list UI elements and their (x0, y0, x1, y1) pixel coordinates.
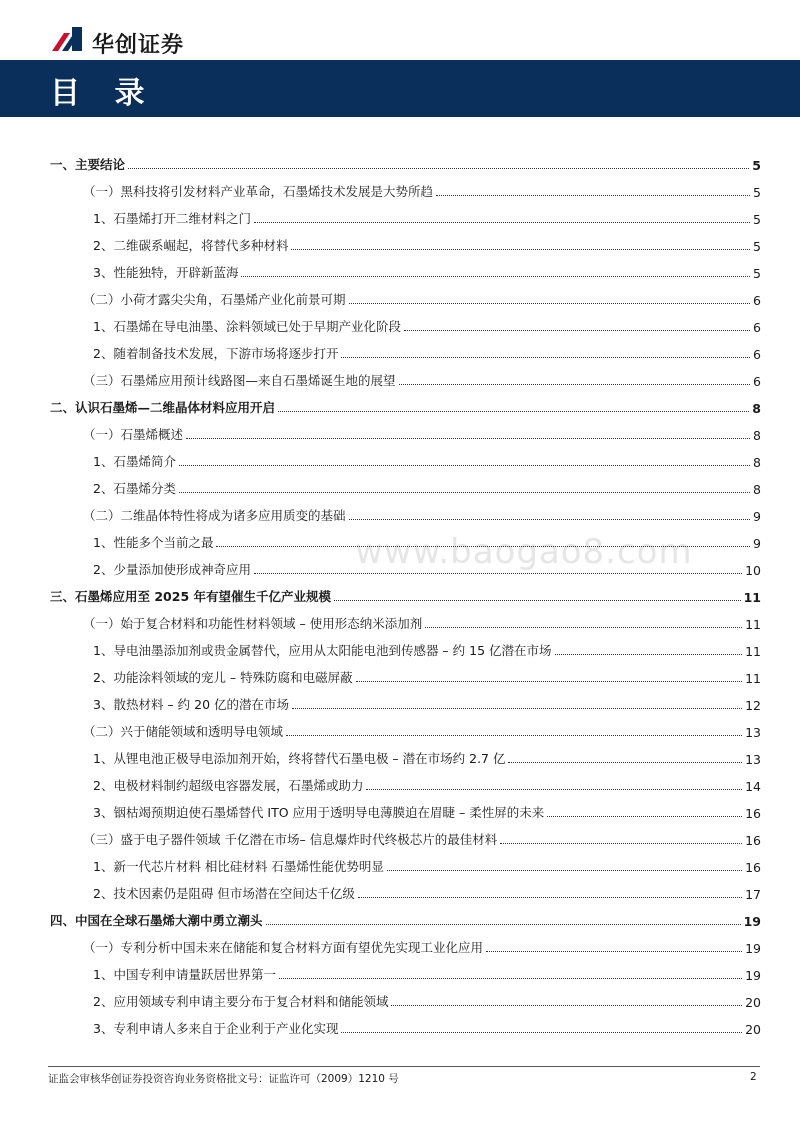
toc-entry-page: 11 (743, 590, 761, 605)
toc-leader-dots (334, 600, 741, 601)
toc-entry-page: 11 (745, 671, 761, 686)
toc-entry[interactable] (50, 524, 761, 551)
toc-leader-dots (349, 519, 751, 520)
company-name: 华创证券 (92, 33, 185, 58)
toc-leader-dots (404, 330, 750, 331)
toc-leader-dots (254, 222, 750, 223)
toc-entry-page: 19 (745, 968, 761, 983)
toc-entry-title: 2、少量添加使形成神奇应用 (93, 562, 251, 577)
toc-leader-dots (286, 735, 742, 736)
toc-entry-title: 2、石墨烯分类 (93, 481, 176, 496)
toc-entry[interactable] (50, 902, 761, 929)
toc-entry-page: 8 (753, 482, 761, 497)
toc-entry[interactable] (50, 200, 761, 227)
toc-leader-dots (500, 843, 742, 844)
toc-entry-page: 16 (745, 833, 761, 848)
toc-entry[interactable] (50, 173, 761, 200)
toc-entry-title: 2、二维碳系崛起，将替代多种材料 (93, 238, 289, 253)
toc-entry-title: 2、随着制备技术发展，下游市场将逐步打开 (93, 346, 339, 361)
toc-entry-title: 1、导电油墨添加剂或贵金属替代，应用从太阳能电池到传感器 – 约 15 亿潜在市场 (93, 643, 552, 658)
toc-entry[interactable] (50, 416, 761, 443)
toc-entry[interactable] (50, 767, 761, 794)
toc-entry-page: 8 (753, 428, 761, 443)
toc-entry-title: （三）石墨烯应用预计线路图—来自石墨烯诞生地的展望 (83, 373, 396, 388)
toc-entry-title: 3、性能独特，开辟新蓝海 (93, 265, 239, 280)
toc-leader-dots (547, 816, 742, 817)
toc-entry-title: 3、铟枯竭预期迫使石墨烯替代 ITO 应用于透明导电薄膜迫在眉睫 – 柔性屏的未来 (93, 805, 545, 820)
toc-entry-page: 5 (752, 158, 761, 173)
toc-entry-title: 1、石墨烯简介 (93, 454, 176, 469)
toc-entry-title: 2、技术因素仍是阻碍 但市场潜在空间达千亿级 (93, 886, 355, 901)
toc-entry-title: 四、中国在全球石墨烯大潮中勇立潮头 (50, 913, 263, 928)
toc-entry-title: 二、认识石墨烯—二维晶体材料应用开启 (50, 400, 276, 415)
toc-leader-dots (508, 762, 742, 763)
toc-leader-dots (555, 654, 743, 655)
page-number: 2 (750, 1071, 757, 1083)
toc-entry[interactable] (50, 281, 761, 308)
watermark: www.baogao8.com (355, 532, 693, 572)
toc-leader-dots (266, 924, 741, 925)
title-banner (0, 60, 800, 117)
toc-leader-dots (291, 249, 750, 250)
toc-entry-page: 19 (743, 914, 761, 929)
toc-entry[interactable] (50, 389, 761, 416)
toc-leader-dots (186, 438, 750, 439)
toc-entry-page: 13 (745, 725, 761, 740)
toc-leader-dots (278, 411, 749, 412)
toc-leader-dots (425, 627, 742, 628)
toc-entry-page: 13 (745, 752, 761, 767)
toc-leader-dots (254, 573, 742, 574)
toc-entry-title: （一）始于复合材料和功能性材料领域 – 使用形态纳米添加剂 (83, 616, 423, 631)
toc-entry[interactable] (50, 443, 761, 470)
toc-leader-dots (399, 384, 751, 385)
toc-entry-title: 一、主要结论 (50, 157, 126, 172)
toc-leader-dots (241, 276, 750, 277)
toc-leader-dots (349, 303, 751, 304)
toc-entry-page: 6 (753, 293, 761, 308)
toc-entry-page: 16 (745, 806, 761, 821)
toc-entry[interactable] (50, 470, 761, 497)
toc-leader-dots (341, 1032, 742, 1033)
toc-leader-dots (179, 465, 750, 466)
toc-entry-page: 9 (753, 509, 761, 524)
toc-entry[interactable] (50, 686, 761, 713)
toc-entry-page: 11 (745, 644, 761, 659)
toc-entry[interactable] (50, 983, 761, 1010)
toc-entry-page: 8 (753, 455, 761, 470)
toc-entry-page: 5 (753, 185, 761, 200)
toc-entry-page: 6 (753, 320, 761, 335)
toc-entry-page: 9 (753, 536, 761, 551)
toc-entry[interactable] (50, 362, 761, 389)
toc-leader-dots (358, 897, 742, 898)
toc-leader-dots (179, 492, 750, 493)
toc-entry-title: 1、性能多个当前之最 (93, 535, 214, 550)
toc-entry[interactable] (50, 335, 761, 362)
toc-entry-page: 16 (745, 860, 761, 875)
toc-entry-page: 17 (745, 887, 761, 902)
toc-entry-title: （一）专利分析中国未来在储能和复合材料方面有望优先实现工业化应用 (83, 940, 484, 955)
table-of-contents (50, 146, 761, 1037)
toc-leader-dots (366, 789, 742, 790)
toc-entry[interactable] (50, 497, 761, 524)
toc-leader-dots (486, 951, 742, 952)
toc-leader-dots (341, 357, 750, 358)
toc-entry[interactable] (50, 821, 761, 848)
toc-entry-title: 1、石墨烯在导电油墨、涂料领域已处于早期产业化阶段 (93, 319, 401, 334)
footer-disclaimer: 证监会审核华创证券投资咨询业务资格批文号：证监许可（2009）1210 号 (48, 1073, 399, 1085)
toc-leader-dots (128, 168, 749, 169)
toc-entry-title: 1、新一代芯片材料 相比硅材料 石墨烯性能优势明显 (93, 859, 384, 874)
toc-entry-page: 6 (753, 347, 761, 362)
toc-entry-page: 14 (745, 779, 761, 794)
toc-entry-title: 2、电极材料制约超级电容器发展，石墨烯或助力 (93, 778, 364, 793)
page-title: 目 录 (50, 76, 157, 111)
toc-entry[interactable] (50, 632, 761, 659)
toc-entry-title: 3、专利申请人多来自于企业利于产业化实现 (93, 1021, 339, 1036)
toc-entry[interactable] (50, 929, 761, 956)
toc-entry[interactable] (50, 875, 761, 902)
toc-entry[interactable] (50, 308, 761, 335)
toc-entry[interactable] (50, 740, 761, 767)
toc-entry-title: 3、散热材料 – 约 20 亿的潜在市场 (93, 697, 290, 712)
page-header (0, 0, 800, 60)
toc-leader-dots (279, 978, 742, 979)
toc-leader-dots (391, 1005, 742, 1006)
toc-entry-page: 20 (745, 995, 761, 1010)
toc-leader-dots (356, 681, 742, 682)
toc-entry-page: 6 (753, 374, 761, 389)
toc-entry[interactable] (50, 227, 761, 254)
toc-entry-title: 1、石墨烯打开二维材料之门 (93, 211, 251, 226)
toc-entry[interactable] (50, 713, 761, 740)
toc-entry-title: （二）二维晶体特性将成为诸多应用质变的基础 (83, 508, 346, 523)
toc-entry[interactable] (50, 848, 761, 875)
toc-entry-title: （二）小荷才露尖尖角，石墨烯产业化前景可期 (83, 292, 346, 307)
toc-entry-page: 12 (745, 698, 761, 713)
toc-entry[interactable] (50, 659, 761, 686)
toc-entry-title: 1、中国专利申请量跃居世界第一 (93, 967, 276, 982)
toc-entry-page: 8 (752, 401, 761, 416)
toc-entry[interactable] (50, 794, 761, 821)
toc-entry-title: 2、应用领域专利申请主要分布于复合材料和储能领域 (93, 994, 389, 1009)
toc-entry-page: 20 (745, 1022, 761, 1037)
toc-entry-title: 三、石墨烯应用至 2025 年有望催生千亿产业规模 (50, 589, 331, 604)
toc-leader-dots (387, 870, 742, 871)
toc-entry[interactable] (50, 1010, 761, 1037)
toc-entry-page: 5 (753, 239, 761, 254)
toc-entry-page: 5 (753, 266, 761, 281)
toc-entry[interactable] (50, 956, 761, 983)
toc-entry-page: 19 (745, 941, 761, 956)
toc-entry-page: 5 (753, 212, 761, 227)
toc-leader-dots (292, 708, 742, 709)
toc-entry-title: （三）盛于电子器件领域 千亿潜在市场– 信息爆炸时代终极芯片的最佳材料 (83, 832, 498, 847)
toc-entry[interactable] (50, 551, 761, 578)
toc-entry-title: 2、功能涂料领域的宠儿 – 特殊防腐和电磁屏蔽 (93, 670, 353, 685)
toc-entry-title: （一）石墨烯概述 (83, 427, 184, 442)
toc-entry-page: 11 (745, 617, 761, 632)
toc-entry[interactable] (50, 578, 761, 605)
toc-leader-dots (216, 546, 750, 547)
toc-entry-title: （一）黑科技将引发材料产业革命，石墨烯技术发展是大势所趋 (83, 184, 434, 199)
toc-entry[interactable] (50, 605, 761, 632)
toc-entry-page: 10 (745, 563, 761, 578)
toc-entry[interactable] (50, 146, 761, 173)
toc-entry-title: 1、从锂电池正极导电添加剂开始，终将替代石墨电极 – 潜在市场约 2.7 亿 (93, 751, 506, 766)
toc-entry[interactable] (50, 254, 761, 281)
toc-leader-dots (436, 195, 750, 196)
company-logo-icon (50, 27, 84, 51)
toc-entry-title: （二）兴于储能领域和透明导电领域 (83, 724, 284, 739)
footer-divider (48, 1066, 760, 1067)
